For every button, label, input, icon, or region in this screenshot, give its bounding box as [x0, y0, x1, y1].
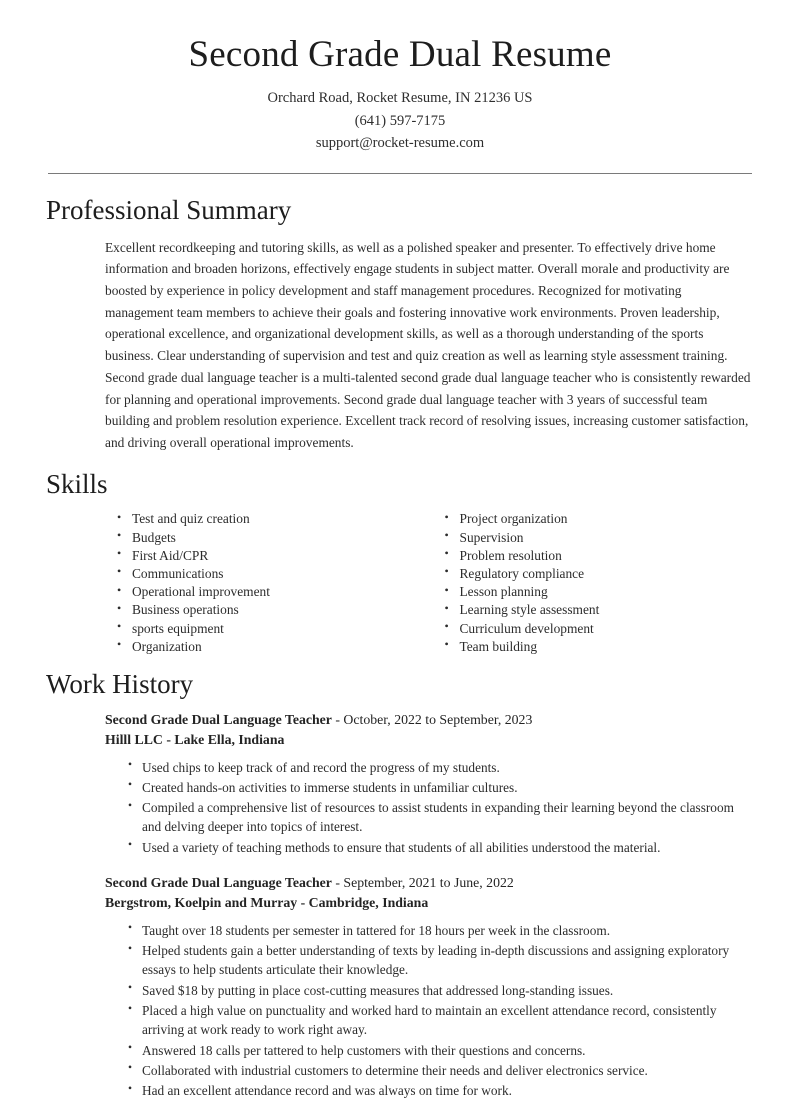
skill-item: • Organization	[121, 638, 433, 656]
job-separator: -	[331, 711, 344, 727]
skill-item: • Budgets	[121, 529, 433, 547]
skill-item: • First Aid/CPR	[121, 547, 433, 565]
skill-item: • Team building	[449, 638, 761, 656]
skill-item: • Operational improvement	[121, 583, 433, 601]
skills-column-right	[433, 510, 761, 656]
job-bullet: • Created hands-on activities to immerse students in unfamiliar cultures.	[130, 778, 756, 797]
section-heading-skills: Skills	[46, 468, 108, 499]
contact-phone: (641) 597-7175	[354, 112, 446, 129]
skill-item: • Lesson planning	[449, 583, 761, 601]
skill-item: • Problem resolution	[449, 547, 761, 565]
job-dates: September, 2021 to June, 2022	[343, 874, 514, 890]
job-company-line: Hilll LLC - Lake Ella, Indiana	[105, 731, 285, 747]
skill-item: • Regulatory compliance	[449, 565, 761, 583]
job-bullet: • Collaborated with industrial customers to determine their needs and deliver electronics service.	[130, 1061, 756, 1080]
job-role: Second Grade Dual Language Teacher	[105, 874, 332, 890]
job-bullet-list	[105, 758, 756, 857]
skills-list-left	[105, 510, 433, 655]
job-bullet: • Compiled a comprehensive list of resources to assist students in expanding their learning beyond the classroom and delving deeper into topics of interest.	[130, 798, 756, 837]
job-company-line: Bergstrom, Koelpin and Murray - Cambridge, Indiana	[105, 894, 429, 910]
contact-address: Orchard Road, Rocket Resume, IN 21236 US	[267, 90, 533, 107]
job-dates: October, 2022 to September, 2023	[343, 711, 533, 727]
job-bullet: • Taught over 18 students per semester in tattered for 18 hours per week in the classroom.	[130, 921, 756, 940]
work-history-jobs	[0, 710, 800, 1100]
professional-summary-body: Excellent recordkeeping and tutoring skills, as well as a polished speaker and presenter. To effectively drive home information and broaden horizons, effectively engage students in subject matter. Overall morale and productivity are boosted by experience in policy development and staff management procedures. Recognized for motivating management team members to achieve their goals and fostering innovative work environments. Proven leadership, operational excellence, and organizational development skills, as well as a thorough understanding of the sports business. Clear understanding of supervision and test and quiz creation as well as learning style assessment training. Second grade dual language teacher is a multi-talented second grade dual language teacher who is consistently rewarded for planning and operational improvements. Second grade dual language teacher with 3 years of successful team building and problem resolution experience. Excellent track record of resolving issues, increasing customer satisfaction, and driving overall operational improvements.	[105, 239, 751, 450]
page-title: Second Grade Dual Resume	[188, 34, 612, 75]
job-bullet-list	[105, 921, 756, 1100]
contact-email: support@rocket-resume.com	[315, 135, 485, 152]
work-history-entry	[0, 873, 800, 1100]
skills-column-left	[105, 510, 433, 656]
skills-columns	[0, 510, 800, 656]
section-work-history	[0, 656, 800, 1100]
job-title-line	[105, 710, 756, 730]
skill-item: • Business operations	[121, 601, 433, 619]
skill-item: • Learning style assessment	[449, 601, 761, 619]
skill-item: • Curriculum development	[449, 620, 761, 638]
skills-list-right	[433, 510, 761, 655]
job-bullet: • Answered 18 calls per tattered to help customers with their questions and concerns.	[130, 1041, 756, 1060]
skill-item: • Communications	[121, 565, 433, 583]
job-bullet: • Placed a high value on punctuality and worked hard to maintain an excellent attendance record, consistently arriving at work ready to work right away.	[130, 1001, 756, 1040]
job-bullet: • Helped students gain a better understanding of texts by leading in-depth discussions and assigning exploratory essays to help students articulate their knowledge.	[130, 941, 756, 980]
contact-info	[0, 87, 800, 154]
job-bullet: • Used chips to keep track of and record the progress of my students.	[130, 758, 756, 777]
section-heading-work-history: Work History	[46, 668, 194, 699]
job-bullet: • Saved $18 by putting in place cost-cutting measures that addressed long-standing issues.	[130, 981, 756, 1000]
job-bullet: • Used a variety of teaching methods to ensure that students of all abilities understood the material.	[130, 838, 756, 857]
skill-item: • Project organization	[449, 510, 761, 528]
job-bullet: • Had an excellent attendance record and was always on time for work.	[130, 1081, 756, 1100]
job-role: Second Grade Dual Language Teacher	[105, 711, 332, 727]
skill-item: • Test and quiz creation	[121, 510, 433, 528]
skill-item: • sports equipment	[121, 620, 433, 638]
work-history-entry	[0, 710, 800, 857]
job-title-line	[105, 873, 756, 893]
job-separator: -	[331, 874, 344, 890]
section-professional-summary	[0, 174, 800, 454]
section-heading-professional-summary: Professional Summary	[46, 194, 292, 225]
resume-header	[0, 0, 800, 155]
section-skills	[0, 454, 800, 656]
skill-item: • Supervision	[449, 529, 761, 547]
